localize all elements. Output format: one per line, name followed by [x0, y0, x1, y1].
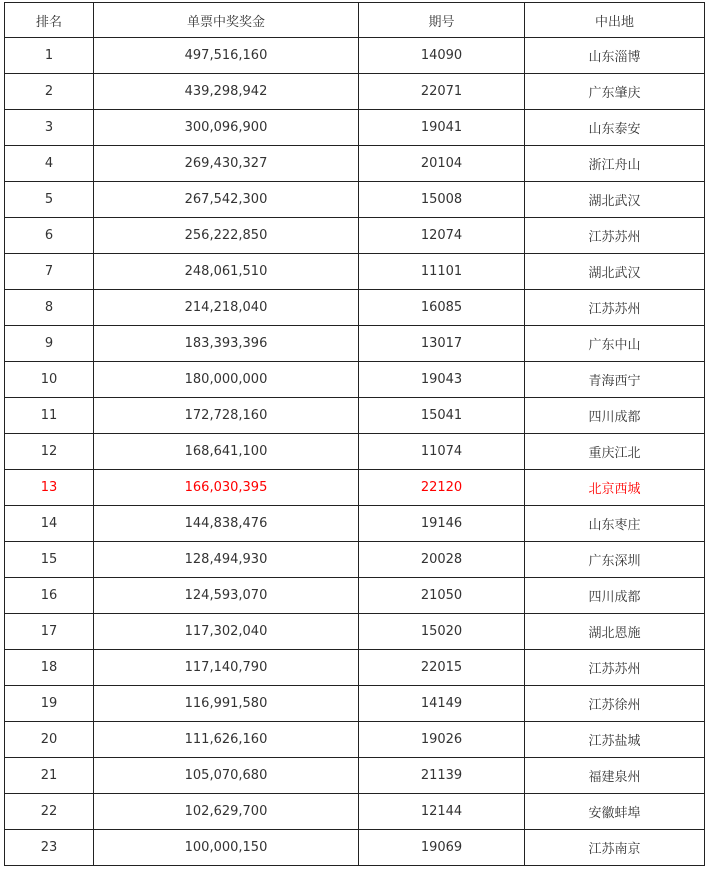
- cell-prize: 214,218,040: [94, 290, 359, 326]
- cell-issue: 20104: [359, 146, 525, 182]
- cell-rank: 23: [5, 830, 94, 866]
- header-prize: 单票中奖奖金: [94, 3, 359, 38]
- header-rank: 排名: [5, 3, 94, 38]
- table-row: [5, 254, 705, 290]
- table-row: [5, 686, 705, 722]
- cell-prize: 180,000,000: [94, 362, 359, 398]
- cell-prize: 100,000,150: [94, 830, 359, 866]
- table-row: [5, 218, 705, 254]
- cell-issue: 14149: [359, 686, 525, 722]
- cell-location: 江苏南京: [525, 830, 705, 866]
- cell-prize: 256,222,850: [94, 218, 359, 254]
- table-row: [5, 542, 705, 578]
- table-row: [5, 578, 705, 614]
- cell-issue: 19069: [359, 830, 525, 866]
- cell-prize: 439,298,942: [94, 74, 359, 110]
- cell-rank: 17: [5, 614, 94, 650]
- cell-prize: 102,629,700: [94, 794, 359, 830]
- table-row: [5, 398, 705, 434]
- cell-issue: 11074: [359, 434, 525, 470]
- table-row: [5, 614, 705, 650]
- table-row: [5, 326, 705, 362]
- table-row: [5, 722, 705, 758]
- cell-issue: 19026: [359, 722, 525, 758]
- table-row: [5, 362, 705, 398]
- cell-issue: 20028: [359, 542, 525, 578]
- cell-rank: 13: [5, 470, 94, 506]
- cell-location: 广东深圳: [525, 542, 705, 578]
- cell-rank: 22: [5, 794, 94, 830]
- cell-prize: 172,728,160: [94, 398, 359, 434]
- table-row: [5, 758, 705, 794]
- cell-prize: 183,393,396: [94, 326, 359, 362]
- cell-rank: 15: [5, 542, 94, 578]
- cell-prize: 497,516,160: [94, 38, 359, 74]
- cell-location: 江苏苏州: [525, 218, 705, 254]
- cell-rank: 11: [5, 398, 94, 434]
- cell-rank: 2: [5, 74, 94, 110]
- cell-location: 山东枣庄: [525, 506, 705, 542]
- cell-rank: 21: [5, 758, 94, 794]
- prize-ranking-table: [4, 2, 705, 866]
- cell-rank: 9: [5, 326, 94, 362]
- cell-prize: 300,096,900: [94, 110, 359, 146]
- cell-prize: 111,626,160: [94, 722, 359, 758]
- cell-location: 湖北恩施: [525, 614, 705, 650]
- table-row: [5, 506, 705, 542]
- prize-ranking-table-container: [4, 2, 704, 866]
- cell-prize: 128,494,930: [94, 542, 359, 578]
- table-row: [5, 182, 705, 218]
- cell-prize: 248,061,510: [94, 254, 359, 290]
- table-row: [5, 38, 705, 74]
- cell-issue: 15020: [359, 614, 525, 650]
- cell-prize: 124,593,070: [94, 578, 359, 614]
- cell-location: 广东肇庆: [525, 74, 705, 110]
- table-row: [5, 146, 705, 182]
- cell-issue: 19041: [359, 110, 525, 146]
- cell-issue: 13017: [359, 326, 525, 362]
- table-row: [5, 74, 705, 110]
- cell-prize: 116,991,580: [94, 686, 359, 722]
- cell-issue: 21139: [359, 758, 525, 794]
- cell-rank: 1: [5, 38, 94, 74]
- header-issue: 期号: [359, 3, 525, 38]
- cell-issue: 16085: [359, 290, 525, 326]
- cell-location: 安徽蚌埠: [525, 794, 705, 830]
- cell-location: 四川成都: [525, 578, 705, 614]
- cell-issue: 22015: [359, 650, 525, 686]
- cell-rank: 4: [5, 146, 94, 182]
- cell-rank: 7: [5, 254, 94, 290]
- cell-prize: 269,430,327: [94, 146, 359, 182]
- cell-rank: 6: [5, 218, 94, 254]
- cell-rank: 3: [5, 110, 94, 146]
- cell-issue: 15041: [359, 398, 525, 434]
- cell-issue: 19146: [359, 506, 525, 542]
- cell-rank: 12: [5, 434, 94, 470]
- cell-rank: 18: [5, 650, 94, 686]
- cell-rank: 14: [5, 506, 94, 542]
- cell-issue: 22120: [359, 470, 525, 506]
- table-row: [5, 470, 705, 506]
- cell-location: 江苏苏州: [525, 650, 705, 686]
- cell-location: 北京西城: [525, 470, 705, 506]
- cell-location: 青海西宁: [525, 362, 705, 398]
- cell-prize: 144,838,476: [94, 506, 359, 542]
- cell-rank: 8: [5, 290, 94, 326]
- cell-location: 广东中山: [525, 326, 705, 362]
- cell-prize: 117,140,790: [94, 650, 359, 686]
- table-row: [5, 434, 705, 470]
- cell-rank: 16: [5, 578, 94, 614]
- cell-rank: 20: [5, 722, 94, 758]
- cell-location: 山东淄博: [525, 38, 705, 74]
- cell-rank: 19: [5, 686, 94, 722]
- cell-issue: 14090: [359, 38, 525, 74]
- cell-rank: 10: [5, 362, 94, 398]
- cell-issue: 19043: [359, 362, 525, 398]
- cell-location: 湖北武汉: [525, 254, 705, 290]
- table-body: [5, 38, 705, 866]
- header-location: 中出地: [525, 3, 705, 38]
- table-row: [5, 794, 705, 830]
- cell-issue: 21050: [359, 578, 525, 614]
- cell-prize: 105,070,680: [94, 758, 359, 794]
- cell-prize: 168,641,100: [94, 434, 359, 470]
- cell-prize: 267,542,300: [94, 182, 359, 218]
- cell-location: 重庆江北: [525, 434, 705, 470]
- table-row: [5, 830, 705, 866]
- cell-prize: 117,302,040: [94, 614, 359, 650]
- cell-location: 福建泉州: [525, 758, 705, 794]
- table-row: [5, 650, 705, 686]
- cell-location: 山东泰安: [525, 110, 705, 146]
- cell-prize: 166,030,395: [94, 470, 359, 506]
- cell-location: 湖北武汉: [525, 182, 705, 218]
- cell-rank: 5: [5, 182, 94, 218]
- cell-issue: 12074: [359, 218, 525, 254]
- cell-issue: 11101: [359, 254, 525, 290]
- cell-issue: 12144: [359, 794, 525, 830]
- cell-issue: 22071: [359, 74, 525, 110]
- table-header-row: [5, 3, 705, 38]
- cell-location: 江苏徐州: [525, 686, 705, 722]
- table-row: [5, 110, 705, 146]
- cell-location: 四川成都: [525, 398, 705, 434]
- cell-location: 浙江舟山: [525, 146, 705, 182]
- cell-issue: 15008: [359, 182, 525, 218]
- cell-location: 江苏盐城: [525, 722, 705, 758]
- cell-location: 江苏苏州: [525, 290, 705, 326]
- table-row: [5, 290, 705, 326]
